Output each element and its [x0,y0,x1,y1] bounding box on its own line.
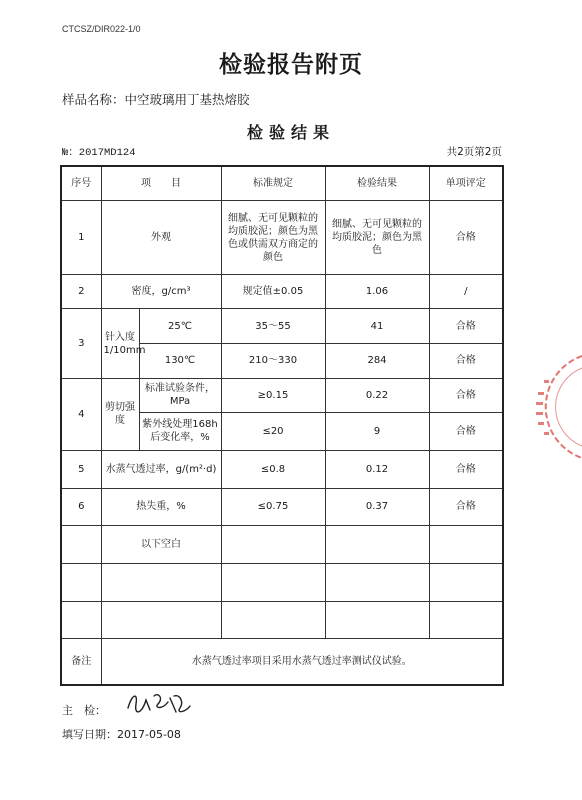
seq-cell: 5 [61,450,101,488]
page-title: 检验报告附页 [219,52,363,78]
seq-cell: 3 [61,309,101,379]
result-cell: 0.37 [325,488,429,525]
verdict-cell: 合格 [429,488,503,525]
remark-row [61,638,503,685]
page-indicator: 共2页第2页 [446,146,502,158]
item-cell: 剪切强度 [101,378,139,450]
verdict-cell: 合格 [429,450,503,488]
header-standard: 标准规定 [221,166,325,201]
table-row [61,309,503,344]
result-cell: 0.22 [325,378,429,412]
item-cell: 密度，g/cm³ [101,275,221,309]
verdict-cell: / [429,275,503,309]
verdict-cell: 合格 [429,309,503,344]
seq-cell: 4 [61,378,101,450]
header-seq: 序号 [61,166,101,201]
condition-cell: 25℃ [139,309,221,344]
section-title: 检验结果 [246,123,335,142]
seq-cell: 1 [61,201,101,275]
table-row [61,601,503,638]
seq-cell: 6 [61,488,101,525]
item-cell: 水蒸气透过率，g/(m²·d) [101,450,221,488]
red-seal-stamp [522,352,582,466]
remark-text: 水蒸气透过率项目采用水蒸气透过率测试仪试验。 [101,638,503,685]
fill-date: 填写日期：2017-05-08 [62,728,181,741]
verdict-cell: 合格 [429,201,503,275]
result-cell: 1.06 [325,275,429,309]
header-item: 项 目 [101,166,221,201]
table-row [61,378,503,412]
remark-label: 备注 [61,638,101,685]
item-cell: 外观 [101,201,221,275]
result-cell: 细腻、无可见颗粒的均质胶泥；颜色为黑色 [325,201,429,275]
condition-cell: 标准试验条件，MPa [139,378,221,412]
table-row [61,563,503,601]
table-header-row [61,166,503,201]
result-cell: 0.12 [325,450,429,488]
table-row [61,275,503,309]
seq-cell [61,525,101,563]
header-result: 检验结果 [325,166,429,201]
standard-cell: 35～55 [221,309,325,344]
blank-marker: 以下空白 [101,525,221,563]
document-code: CTCSZ/DIR022-1/0 [62,24,141,34]
standard-cell: ≥0.15 [221,378,325,412]
inspector-label: 主 检： [62,704,106,717]
verdict-cell: 合格 [429,378,503,412]
table-row [61,525,503,563]
verdict-cell [429,525,503,563]
condition-cell: 紫外线处理168h后变化率，% [139,412,221,450]
header-verdict: 单项评定 [429,166,503,201]
result-cell: 41 [325,309,429,344]
verdict-cell: 合格 [429,344,503,379]
standard-cell: 规定值±0.05 [221,275,325,309]
result-cell: 9 [325,412,429,450]
item-cell: 热失重，% [101,488,221,525]
sample-name: 样品名称：中空玻璃用丁基热熔胶 [62,92,250,107]
item-cell: 针入度 1/10mm [101,309,139,379]
inspector-signature [124,688,194,722]
results-table [60,165,504,686]
table-row [61,201,503,275]
standard-cell: ≤0.8 [221,450,325,488]
table-row [61,450,503,488]
standard-cell: 细腻、无可见颗粒的均质胶泥；颜色为黑色或供需双方商定的颜色 [221,201,325,275]
result-cell [325,525,429,563]
standard-cell: ≤20 [221,412,325,450]
result-cell: 284 [325,344,429,379]
standard-cell: 210～330 [221,344,325,379]
standard-cell [221,525,325,563]
standard-cell: ≤0.75 [221,488,325,525]
condition-cell: 130℃ [139,344,221,379]
table-row [61,488,503,525]
verdict-cell: 合格 [429,412,503,450]
report-number: №：2017MD124 [62,147,136,159]
seq-cell: 2 [61,275,101,309]
